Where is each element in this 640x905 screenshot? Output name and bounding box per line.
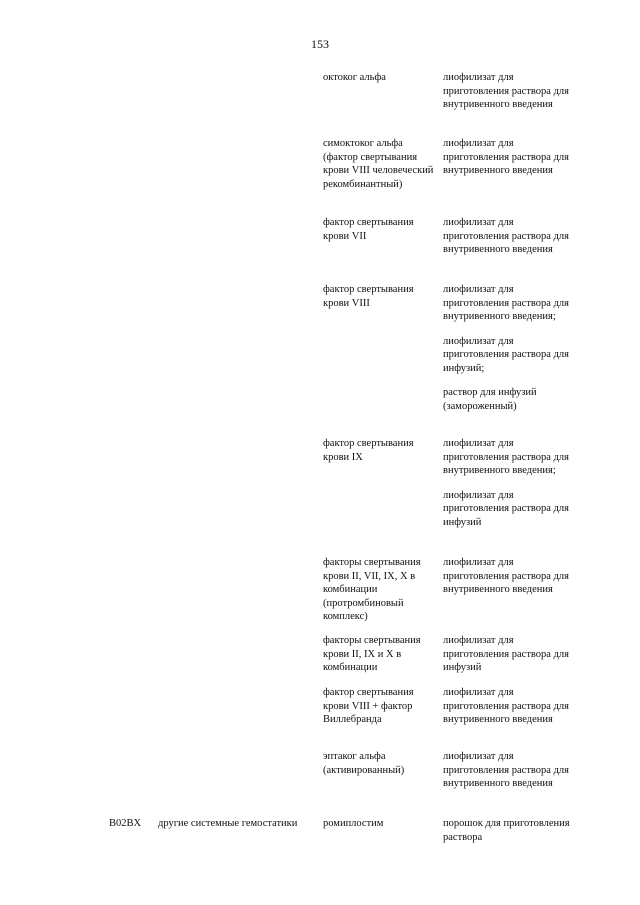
dosage-forms xyxy=(443,556,578,597)
dosage-form: лиофилизат для приготовления раствора для внутривенного введения xyxy=(443,217,569,255)
drug-name: ромиплостим xyxy=(323,818,384,829)
dosage-forms xyxy=(443,137,578,178)
dosage-forms xyxy=(443,750,578,791)
dosage-form: лиофилизат для приготовления раствора для инфузий; xyxy=(443,335,569,374)
dosage-form: раствор для инфузий (замороженный) xyxy=(443,387,537,412)
page-number: 153 xyxy=(311,37,329,51)
atc-code: B02BX xyxy=(109,818,142,829)
dosage-form: лиофилизат для приготовления раствора для внутривенного введения xyxy=(443,557,569,595)
drug-name: фактор свертывания крови VII xyxy=(323,217,414,242)
dosage-form: порошок для приготовления раствора xyxy=(443,818,570,843)
dosage-forms xyxy=(443,283,578,413)
drug-name: эптаког альфа (активированный) xyxy=(323,751,405,776)
dosage-form: лиофилизат для приготовления раствора для внутривенного введения xyxy=(443,72,569,110)
dosage-forms xyxy=(443,216,578,257)
dosage-forms xyxy=(443,686,578,727)
dosage-form: лиофилизат для приготовления раствора для внутривенного введения xyxy=(443,138,569,176)
drug-name: симоктоког альфа (фактор свертывания крови VIII человеческий рекомбинантный) xyxy=(323,138,434,190)
dosage-forms xyxy=(443,817,578,844)
drug-name: фактор свертывания крови IX xyxy=(323,438,414,463)
drug-name: фактор свертывания крови VIII xyxy=(323,284,414,309)
drug-name: октоког альфа xyxy=(323,72,386,83)
group-name: другие системные гемостатики xyxy=(158,818,298,829)
dosage-form: лиофилизат для приготовления раствора для внутривенного введения xyxy=(443,687,569,725)
dosage-form: лиофилизат для приготовления раствора для инфузий xyxy=(443,635,569,673)
dosage-form: лиофилизат для приготовления раствора для внутривенного введения; xyxy=(443,284,569,322)
dosage-forms xyxy=(443,437,578,529)
drug-name: фактор свертывания крови VIII + фактор Виллебранда xyxy=(323,687,414,725)
dosage-forms xyxy=(443,634,578,675)
dosage-form: лиофилизат для приготовления раствора для внутривенного введения; xyxy=(443,438,569,476)
dosage-form: лиофилизат для приготовления раствора для инфузий xyxy=(443,489,569,528)
drug-name: факторы свертывания крови II, VII, IX, X в комбинации (протромбиновый комплекс) xyxy=(323,557,421,622)
dosage-form: лиофилизат для приготовления раствора для внутривенного введения xyxy=(443,751,569,789)
dosage-forms xyxy=(443,71,578,112)
drug-name: факторы свертывания крови II, IX и X в комбинации xyxy=(323,635,421,673)
